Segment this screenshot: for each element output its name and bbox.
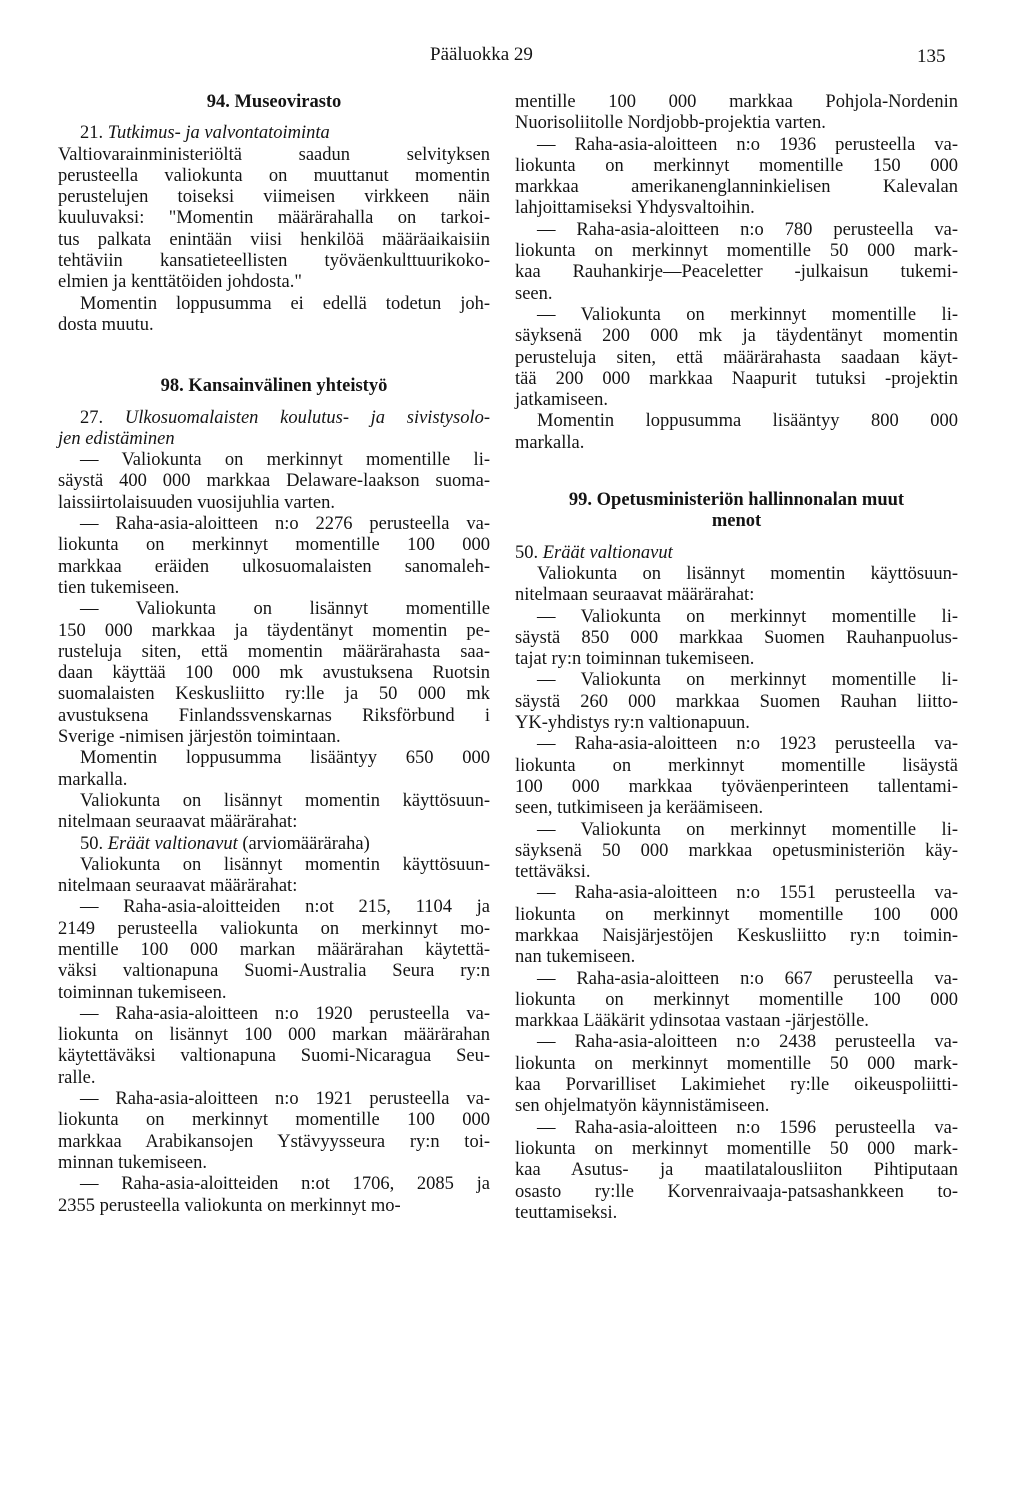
item-27-paragraphs — [58, 450, 490, 833]
text-line: liokunta on merkinnyt momentille lisäystä — [515, 755, 958, 776]
text-line: markkaa Arabikansojen Ystävyysseura ry:n toi- — [58, 1131, 490, 1152]
page-title: Pääluokka 29 — [430, 44, 533, 65]
paragraph — [58, 450, 490, 514]
paragraph — [58, 748, 490, 791]
text-line: perustelujen toiseksi viimeisen virkkeen näin — [58, 187, 490, 208]
paragraph — [58, 1174, 490, 1217]
section-heading-94: 94. Museovirasto — [206, 92, 342, 112]
subitem-50-paragraphs — [58, 855, 490, 1217]
left-column — [58, 92, 490, 1217]
text-line: — Raha-asia-aloitteen n:o 2276 perusteella va- — [80, 514, 490, 535]
paragraph — [58, 599, 490, 748]
paragraph — [58, 791, 490, 834]
text-line: — Valiokunta on merkinnyt momentille li- — [537, 819, 958, 840]
text-line: teuttamiseksi. — [515, 1202, 618, 1223]
text-line: — Raha-asia-aloitteen n:o 1596 perusteella va- — [537, 1117, 958, 1138]
text-line: elmien ja kenttätöiden johdosta." — [58, 272, 302, 293]
subitem-50 — [58, 834, 490, 855]
paragraph — [515, 607, 958, 671]
text-line: 2149 perusteella valiokunta on merkinnyt mo- — [58, 918, 490, 939]
text-line: Momentin loppusumma ei edellä todetun joh- — [80, 293, 490, 314]
text-line: — Valiokunta on merkinnyt momentille li- — [537, 670, 958, 691]
text-line: osasto ry:lle Korvenraivaaja-patsashankkeen to- — [515, 1181, 958, 1202]
right-column — [515, 92, 958, 1224]
text-line: YK-yhdistys ry:n valtionapuun. — [515, 713, 750, 734]
text-line: Momentin loppusumma lisääntyy 650 000 — [80, 748, 490, 769]
paragraph — [515, 820, 958, 884]
text-line: — Raha-asia-aloitteen n:o 2438 perusteella va- — [537, 1032, 958, 1053]
text-line: markkaa Lääkärit ydinsotaa vastaan -järjestölle. — [515, 1011, 869, 1032]
text-line: liokunta on merkinnyt momentille 50 000 mark- — [515, 241, 958, 262]
text-line: — Valiokunta on merkinnyt momentille li- — [80, 450, 490, 471]
paragraph — [515, 411, 958, 454]
text-line: nan tukemiseen. — [515, 947, 636, 968]
paragraph — [515, 92, 958, 135]
text-line: liokunta on merkinnyt momentille 100 000 — [515, 904, 958, 925]
text-line: — Raha-asia-aloitteen n:o 1923 perusteella va- — [537, 734, 958, 755]
text-line: tus palkata enintään viisi henkilöä määräaikaisiin — [58, 229, 490, 250]
item-21-summary — [58, 294, 490, 337]
paragraph — [515, 564, 958, 607]
text-line: — Raha-asia-aloitteen n:o 780 perusteella va- — [537, 219, 958, 240]
paragraph — [58, 855, 490, 898]
text-line: mentille 100 000 markkaa Pohjola-Nordenin — [515, 92, 958, 112]
paragraph — [515, 883, 958, 968]
text-line: daan käyttää 100 000 mk avustuksena Ruotsin — [58, 663, 490, 684]
text-line: Valtiovarainministeriöltä saadun selvityksen — [58, 144, 490, 165]
text-line: kaa Porvarilliset Lakimiehet ry:lle oikeuspoliitti- — [515, 1075, 958, 1096]
item-title-line-2: jen edistäminen — [58, 428, 175, 449]
text-line: käytettäväksi valtionapuna Suomi-Nicaragua Seu- — [58, 1046, 490, 1067]
text-line: — Raha-asia-aloitteiden n:ot 1706, 2085 ja — [80, 1174, 490, 1195]
text-line: nitelmaan seuraavat määrärahat: — [515, 585, 755, 606]
text-line: markkaa amerikanenglanninkielisen Kalevalan — [515, 177, 958, 198]
text-line: laissiirtolaisuuden vuosijuhlia varten. — [58, 492, 335, 513]
section-heading-98: 98. Kansainvälinen yhteistyö — [160, 376, 388, 397]
text-line: 150 000 markkaa ja täydentänyt momentin pe- — [58, 620, 490, 641]
text-line: liokunta on merkinnyt momentille 100 000 — [58, 535, 490, 556]
text-line: säyksenä 200 000 mk ja täydentänyt momentin — [515, 326, 958, 347]
text-line: säyksenä 50 000 markkaa opetusministeriön käy- — [515, 840, 958, 861]
text-line: liokunta on merkinnyt momentille 100 000 — [515, 989, 958, 1010]
subitem-title: Eräät valtionavut — [107, 833, 238, 854]
text-line: — Raha-asia-aloitteen n:o 1921 perusteella va- — [80, 1089, 490, 1110]
item-27 — [58, 408, 490, 1217]
text-line: — Raha-asia-aloitteen n:o 1920 perusteella va- — [80, 1003, 490, 1024]
text-line: — Raha-asia-aloitteen n:o 1551 perusteella va- — [537, 883, 958, 904]
continued-paragraphs — [515, 92, 958, 454]
text-line: — Valiokunta on lisännyt momentille — [80, 599, 490, 620]
text-line: liokunta on merkinnyt momentille 100 000 — [58, 1110, 490, 1131]
text-line: seen, tutkimiseen ja keräämiseen. — [515, 798, 764, 819]
paragraph — [58, 514, 490, 599]
text-line: kaa Asutus- ja maatilatalousliiton Pihtiputaan — [515, 1160, 958, 1181]
text-line: perusteluja siten, että määrärahasta saadaan käyt- — [515, 347, 958, 368]
text-line: perusteella valiokunta on muuttanut momentin — [58, 165, 490, 186]
text-line: markkaa eräiden ulkosuomalaisten sanomaleh- — [58, 556, 490, 577]
text-line: suomalaisten Keskusliitto ry:lle ja 50 000 mk — [58, 684, 490, 705]
text-line: Valiokunta on lisännyt momentin käyttösuun- — [80, 854, 490, 875]
text-line: Sverige -nimisen järjestön toimintaan. — [58, 727, 341, 748]
item-50-paragraphs — [515, 564, 958, 1224]
text-line: ralle. — [58, 1067, 96, 1088]
text-line: — Raha-asia-aloitteiden n:ot 215, 1104 ja — [80, 897, 490, 918]
item-title: Eräät valtionavut — [542, 542, 673, 563]
text-line: nitelmaan seuraavat määrärahat: — [58, 876, 298, 897]
text-line: markkaa Naisjärjestöjen Keskusliitto ry:n toimin- — [515, 925, 958, 946]
subitem-note: (arviomääräraha) — [242, 833, 370, 854]
text-line: — Raha-asia-aloitteen n:o 1936 perusteella va- — [537, 134, 958, 155]
text-line: kuuluvaksi: "Momentin määrärahalla on tarkoi- — [58, 208, 490, 229]
item-number: 27. — [80, 407, 104, 428]
page-number: 135 — [917, 46, 946, 67]
paragraph — [515, 305, 958, 411]
text-line: 100 000 markkaa työväenperinteen tallentami- — [515, 776, 958, 797]
paragraph — [515, 734, 958, 819]
text-line: seen. — [515, 283, 553, 304]
paragraph — [515, 1118, 958, 1224]
text-line: markalla. — [58, 769, 128, 790]
text-line: kaa Rauhankirje—Peaceletter -julkaisun tukemi- — [515, 262, 958, 283]
text-line: nitelmaan seuraavat määrärahat: — [58, 812, 298, 833]
text-line: tettäväksi. — [515, 862, 591, 883]
text-line: liokunta on lisännyt 100 000 markan määrärahan — [58, 1025, 490, 1046]
text-line: säystä 260 000 markkaa Suomen Rauhan liitto- — [515, 691, 958, 712]
text-line: rusteluja siten, että momentin määrärahasta saa- — [58, 641, 490, 662]
text-line: säystä 400 000 markkaa Delaware-laakson suoma- — [58, 471, 490, 492]
text-line: sen ohjelmatyön käynnistämiseen. — [515, 1096, 770, 1117]
item-21 — [58, 123, 490, 336]
item-21-lines — [58, 145, 490, 294]
text-line: lahjoittamiseksi Yhdysvaltoihin. — [515, 198, 755, 219]
text-line: liokunta on merkinnyt momentille 50 000 mark- — [515, 1138, 958, 1159]
section-heading-99: 99. Opetusministeriön hallinnonalan muut menot — [568, 490, 905, 532]
text-line: Nuorisoliitolle Nordjobb-projektia varten. — [515, 113, 826, 134]
text-line: liokunta on merkinnyt momentille 50 000 mark- — [515, 1053, 958, 1074]
paragraph — [515, 969, 958, 1033]
item-50 — [515, 543, 958, 564]
paragraph — [515, 135, 958, 220]
paragraph — [515, 670, 958, 734]
paragraph — [515, 220, 958, 305]
text-line: Momentin loppusumma lisääntyy 800 000 — [537, 411, 958, 432]
paragraph — [58, 897, 490, 1003]
page-header — [0, 24, 1024, 67]
item-title-line-1: Ulkosuomalaisten koulutus- ja sivistysolo- — [124, 407, 490, 428]
text-line: mentille 100 000 markan määrärahan käytettä- — [58, 939, 490, 960]
text-line: minnan tukemiseen. — [58, 1152, 207, 1173]
text-line: tää 200 000 markkaa Naapurit tutuksi -projektin — [515, 368, 958, 389]
text-line: väksi valtionapuna Suomi-Australia Seura ry:n — [58, 961, 490, 982]
text-line: tien tukemiseen. — [58, 577, 180, 598]
text-line: säystä 850 000 markkaa Suomen Rauhanpuolus- — [515, 627, 958, 648]
item-number: 21. — [80, 123, 104, 144]
text-line: Valiokunta on lisännyt momentin käyttösuun- — [537, 563, 958, 584]
text-line: tajat ry:n toiminnan tukemiseen. — [515, 649, 755, 670]
text-line: — Valiokunta on merkinnyt momentille li- — [537, 304, 958, 325]
text-line: — Valiokunta on merkinnyt momentille li- — [537, 606, 958, 627]
text-line: liokunta on merkinnyt momentille 150 000 — [515, 155, 958, 176]
subitem-number: 50. — [80, 833, 104, 854]
text-line: Valiokunta on lisännyt momentin käyttösuun- — [80, 790, 490, 811]
paragraph — [58, 1004, 490, 1089]
text-line: toiminnan tukemiseen. — [58, 982, 227, 1003]
text-line: dosta muutu. — [58, 314, 154, 335]
text-line: tehtäviin kansatieteellisten työväenkulttuurikoko- — [58, 251, 490, 272]
item-title: Tutkimus- ja valvontatoiminta — [107, 123, 330, 144]
paragraph — [515, 1032, 958, 1117]
text-line: jatkamiseen. — [515, 390, 608, 411]
text-line: avustuksena Finlandssvenskarnas Riksförbund i — [58, 705, 490, 726]
text-line: markalla. — [515, 432, 585, 453]
item-number: 50. — [515, 542, 539, 563]
text-line: 2355 perusteella valiokunta on merkinnyt mo- — [58, 1195, 401, 1216]
text-line: — Raha-asia-aloitteen n:o 667 perusteella va- — [537, 968, 958, 989]
paragraph — [58, 1089, 490, 1174]
